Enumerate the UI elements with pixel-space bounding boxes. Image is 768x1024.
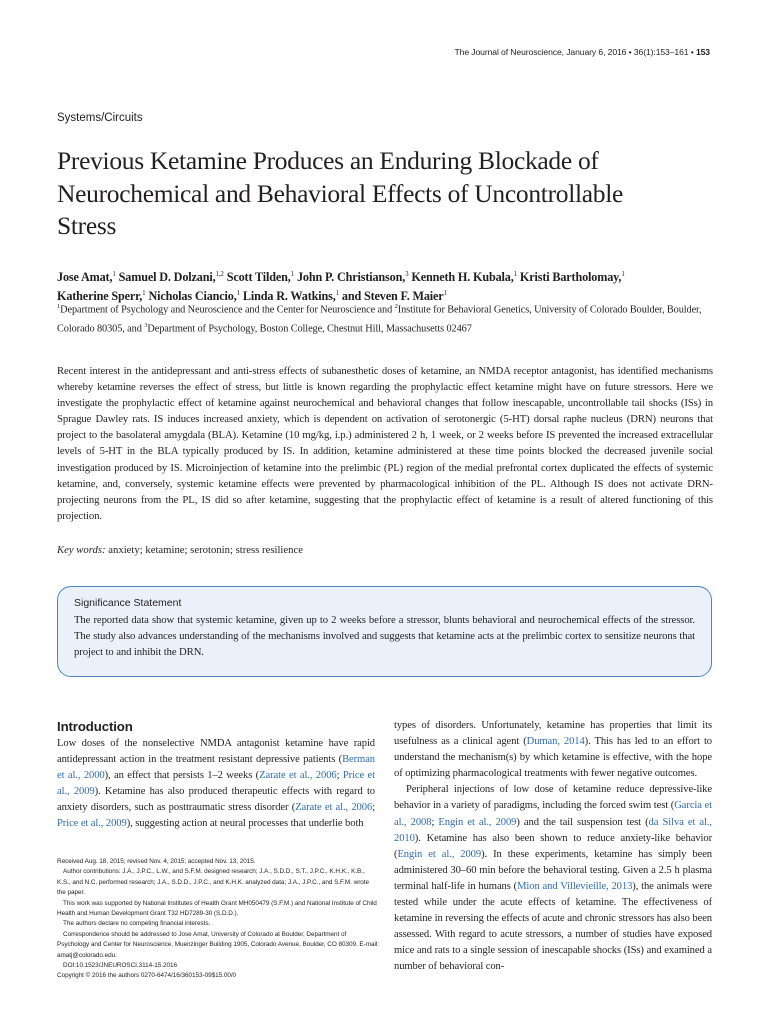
author: Nicholas Ciancio, (148, 289, 237, 304)
author: John P. Christianson, (296, 270, 406, 285)
author: Jose Amat, (57, 270, 113, 285)
footnote-contributions: Author contributions: J.A., J.P.C., L.W., and S.F.M. designed research; J.A., S.D.D., S.T., J.P.C., K.H.K., K.B., K.S., and N.C. performed research; J.A., S.D.D., J.P.C., and K.H.K. analyzed data; J.A., J.P.C., and S.F.M. wrote the paper. (57, 868, 370, 897)
title-line: Stress (57, 211, 117, 240)
citation-link[interactable]: da Silva et al., 2010 (394, 816, 712, 844)
author: Linda R. Watkins, (242, 289, 336, 304)
footnote-received: Received Aug. 18, 2015; revised Nov. 4, 2015; accepted Nov. 13, 2015. (57, 858, 256, 865)
author-list: Jose Amat,$^1$ Samuel D. Dolzani,$^{1,2}$ Scott Tilden,$^1$ John P. Christianson,$^3$ Kenneth H. Kubala,$^1$ Kristi Bartholomay,$^1$ Katherine Sperr,$^1$ Nicholas Ciancio,$^1$ Linda R. Watkins,$^1$ and Steven F. Maier$^1$ (57, 270, 625, 304)
introduction-heading: Introduction (57, 719, 133, 734)
author: Katherine Sperr, (57, 289, 143, 304)
citation-link[interactable]: Engin et al., 2009 (438, 816, 517, 828)
citation-link[interactable]: Berman et al., 2000 (57, 754, 375, 782)
article-title (57, 145, 697, 243)
citation-link[interactable]: Zarate et al., 2006 (295, 802, 373, 814)
citation-link[interactable]: Price et al., 2009 (57, 818, 127, 830)
title-line: Previous Ketamine Produces an Enduring Blockade of (57, 146, 599, 175)
significance-statement-box (57, 586, 712, 677)
page-number: 153 (695, 47, 710, 57)
significance-title: Significance Statement (74, 597, 182, 609)
footnote-doi: DOI:10.1523/JNEUROSCI.3114-15.2016 (63, 962, 177, 970)
footnotes (57, 857, 379, 982)
author: Scott Tilden, (226, 270, 291, 285)
footnote-copyright: Copyright © 2016 the authors 0270-6474/16/360153-09$15.00/0 (57, 972, 237, 980)
footnote-interests: The authors declare no competing financial interests. (63, 920, 211, 928)
significance-text: The reported data show that systemic ketamine, given up to 2 weeks before a stressor, blunts behavioral and neurochemical effects of the stressor. The study also advances understanding of the mechanisms involved and suggests that ketamine acts at the prelimbic cortex to sensitize neurons that project to and inhibit the DRN. (74, 614, 695, 659)
body-paragraph: Peripheral injections of low dose of ketamine reduce depressive-like behavior in a variety of paradigms, including the forced swim test (Garcia et al., 2008; Engin et al., 2009) and the tail suspension test (da Silva et al., 2010). Ketamine has also been shown to reduce anxiety-like behavior (Engin et al., 2009). In these experiments, ketamine has simply been administered 30–60 min before the behavioral testing. Given a 2.5 h plasma terminal half-life in humans (Mion and Villevieille, 2013), the animals were tested while under the acute effects of ketamine. The effectiveness of ketamine in reversing the effects of acute and chronic stressors has also been assessed. With regard to acute stressors, a number of studies have exposed mice and rats to a single session of inescapable shocks (ISs) and examined a number of behavioral con- (394, 784, 713, 973)
author: Samuel D. Dolzani, (118, 270, 216, 285)
keywords (57, 544, 713, 556)
intro-paragraph: Low doses of the nonselective NMDA antagonist ketamine have rapid antidepressant action in the treatment resistant depressive patients (Berman et al., 2000), an effect that persists 1–2 weeks (Zarate et al., 2006; Price et al., 2009). Ketamine has also produced therapeutic effects with regard to anxiety disorders, such as posttraumatic stress disorder (Zarate et al., 2006; Price et al., 2009), suggesting action at neural processes that underlie both (57, 738, 375, 830)
author: and Steven F. Maier (341, 289, 444, 304)
abstract: Recent interest in the antidepressant and anti-stress effects of subanesthetic doses of ketamine, an NMDA receptor antagonist, has identified mechanisms whereby ketamine reverses the effect of stress, but little is known regarding the prophylactic effect ketamine might have on future stressors. Here we investigate the prophylactic effect of ketamine against neurochemical and behavioral changes that follow inescapable, uncontrollable tail shocks (ISs) in Sprague Dawley rats. IS induces increased anxiety, which is dependent on activation of serotonergic (5-HT) dorsal raphe nucleus (DRN) neurons that project to the basolateral amygdala (BLA). Ketamine (10 mg/kg, i.p.) administered 2 h, 1 week, or 2 weeks before IS prevented the increased extracellular levels of 5-HT in the BLA typically produced by IS. In addition, ketamine administered at these time points blocked the decreased juvenile social investigation produced by IS. Microinjection of ketamine into the prelimbic (PL) region of the medial prefrontal cortex duplicated the effects of systemic ketamine, and, conversely, systemic ketamine effects were prevented by pharmacological inhibition of the PL. Although IS does not activate DRN-projecting neurons from the PL, IS did so after ketamine, suggesting that the prophylactic effect of ketamine is a result of altered functioning of this projection. (57, 365, 713, 522)
citation-link[interactable]: Mion and Villevieille, 2013 (517, 880, 633, 892)
journal-citation: The Journal of Neuroscience, January 6, 2016 • 36(1):153–161 • (454, 47, 694, 57)
author: Kristi Bartholomay, (519, 270, 622, 285)
author: Kenneth H. Kubala, (411, 270, 514, 285)
title-line: Neurochemical and Behavioral Effects of Uncontrollable (57, 178, 624, 208)
body-paragraph: types of disorders. Unfortunately, ketamine has properties that limit its usefulness as a clinical agent (Duman, 2014). This has led to an effort to understand the mechanism(s) by which ketamine is effective, with the hope of optimizing pharmacological treatments with fewer negative outcomes. (394, 720, 712, 780)
citation-link[interactable]: Duman, 2014 (526, 736, 585, 748)
right-column (394, 718, 712, 976)
citation-link[interactable]: Garcia et al., 2008 (394, 800, 713, 828)
section-label: Systems/Circuits (57, 112, 143, 124)
keywords-text: anxiety; ketamine; serotonin; stress resilience (108, 544, 303, 556)
citation-link[interactable]: Price et al., 2009 (57, 770, 375, 798)
affiliations: $^1$Department of Psychology and Neuroscience and the Center for Neuroscience and $^2$Institute for Behavioral Genetics, University of Colorado Boulder, Boulder, Colorado 80305, and $^3$Department of Psychology, Boston College, Chestnut Hill, Massachusetts 02467 (57, 303, 702, 335)
left-column (57, 718, 375, 833)
footnote-funding: This work was supported by National Institutes of Health Grant MH050479 (S.F.M.) and National Institute of Child Health and Human Development Grant T32 HD7289-30 (S.D.D.). (57, 899, 377, 918)
citation-link[interactable]: Zarate et al., 2006 (259, 770, 337, 782)
keywords-label: Key words: (57, 544, 106, 556)
journal-header (454, 47, 710, 57)
citation-link[interactable]: Engin et al., 2009 (397, 848, 482, 860)
footnote-correspondence: Correspondence should be addressed to Jose Amat, University of Colorado at Boulder, Department of Psychology and Center for Neuroscience, Muenzinger Building 1905, Colorado Avenue, Boulder, CO 80309. E-mail: amatj@colorado.edu. (57, 930, 379, 959)
